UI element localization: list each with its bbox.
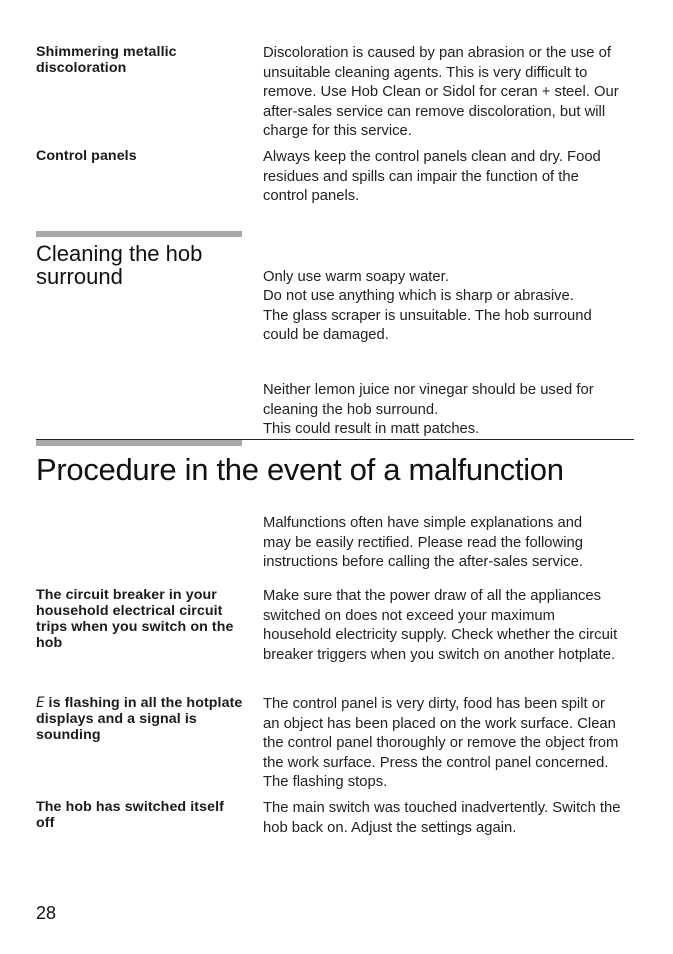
surround-para-1: Only use warm soapy water. Do not use anything which is sharp or abrasive. The glass scraper is unsuitable. The hob surround could be damaged. — [263, 268, 592, 343]
fault-remedy: The control panel is very dirty, food has been spilt or an object has been placed on the work surface. Clean the control panel thoroughly or remove the object from the work surface. Press the control panel concerned. The flashing stops. — [263, 696, 619, 790]
page-title: Procedure in the event of a malfunction — [36, 452, 564, 487]
intro-text: Malfunctions often have simple explanations and may be easily rectified. Please read the following instructions before calling the after-sales service. — [263, 515, 583, 570]
fault-label: is flashing in all the hotplate displays and a signal is sounding — [36, 695, 243, 743]
section-divider-bar — [36, 440, 242, 446]
fault-remedy: The main switch was touched inadvertently. Switch the hob back on. Adjust the settings again. — [263, 800, 621, 836]
row-text: Discoloration is caused by pan abrasion or the use of unsuitable cleaning agents. This is very difficult to remove. Use Hob Clean or Sidol for ceran + steel. Our after-sales service can remove discoloration, but will charge for this service. — [263, 45, 619, 139]
fault-label: The circuit breaker in your household electrical circuit trips when you switch on the hob — [36, 587, 234, 651]
fault-label: The hob has switched itself off — [36, 799, 224, 831]
section-divider-bar — [36, 231, 242, 237]
surround-text-1 — [263, 248, 623, 467]
e-display-symbol: E — [36, 695, 45, 711]
surround-para-2: Neither lemon juice nor vinegar should be used for cleaning the hob surround. This could result in matt patches. — [263, 382, 594, 437]
row-label: Shimmering metallic discoloration — [36, 44, 177, 76]
section-heading: Cleaning the hob surround — [36, 241, 203, 289]
row-text: Always keep the control panels clean and dry. Food residues and spills can impair the function of the control panels. — [263, 149, 601, 204]
fault-remedy: Make sure that the power draw of all the appliances switched on does not exceed your maximum household electricity supply. Check whether the circuit breaker triggers when you switch on another hotplate. — [263, 588, 618, 663]
fault-label-wrap — [36, 695, 246, 743]
page-number: 28 — [36, 903, 57, 923]
row-label: Control panels — [36, 148, 137, 164]
